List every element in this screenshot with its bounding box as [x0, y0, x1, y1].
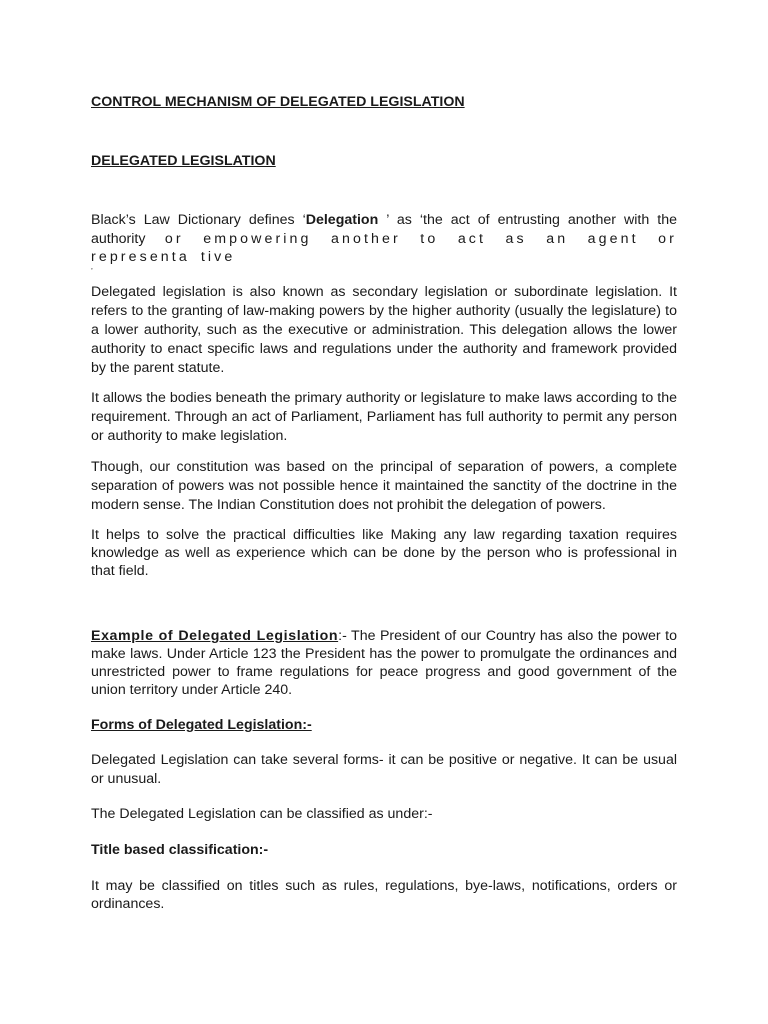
- paragraph-secondary-legislation: Delegated legislation is also known as secondary legislation or subordinate legislation. It refers to the granting of law-making powers by the higher authority (usually the legislature) to a lower authority, such as the executive or administration. This delegation allows the lower authority to enact specific laws and regulations under the authority and framework provided by the parent statute.: [91, 284, 677, 376]
- example-heading: Example of Delegated Legislation: [91, 628, 339, 644]
- definition-paragraph: [91, 211, 677, 267]
- example-separator: :-: [338, 628, 352, 644]
- document-title: CONTROL MECHANISM OF DELEGATED LEGISLATION: [91, 94, 465, 110]
- paragraph-bodies-beneath: It allows the bodies beneath the primary authority or legislature to make laws according to the requirement. Through an act of Parliament, Parliament has full authority to permit any person or authority to make legislation.: [91, 390, 677, 444]
- definition-closing-mark: ’: [91, 267, 93, 276]
- definition-prefix: Black’s Law Dictionary defines ‘: [91, 212, 306, 228]
- definition-middle: ’ as ‘the act of entrusting another with the authority: [91, 212, 677, 247]
- title-classification-heading: Title based classification:-: [91, 842, 269, 858]
- paragraph-separation-of-powers: Though, our constitution was based on the principal of separation of powers, a complete separation of powers was not possible hence it maintained the sanctity of the doctrine in the modern sense. The Indian Constitution does not prohibit the delegation of powers.: [91, 459, 677, 513]
- definition-spaced-text: or empowering another to act as an agent or representa tive: [91, 230, 677, 265]
- example-text: The President of our Country has also the power to make laws. Under Article 123 the President has the power to promulgate the ordinances and unrestricted power to frame regulations for peace progress and good government of the union territory under Article 240.: [91, 628, 677, 698]
- example-paragraph: [91, 627, 677, 699]
- title-classification-paragraph: It may be classified on titles such as rules, regulations, bye-laws, notifications, orders or ordinances.: [91, 878, 677, 912]
- forms-paragraph: Delegated Legislation can take several forms- it can be positive or negative. It can be usual or unusual.: [91, 752, 677, 787]
- section-heading-delegated-legislation: DELEGATED LEGISLATION: [91, 153, 276, 169]
- classified-paragraph: The Delegated Legislation can be classified as under:-: [91, 806, 433, 822]
- definition-term: Delegation: [305, 212, 379, 228]
- forms-heading: Forms of Delegated Legislation:-: [91, 717, 312, 733]
- paragraph-practical-difficulties: It helps to solve the practical difficulties like Making any law regarding taxation requires knowledge as well as experience which can be done by the person who is professional in that field.: [91, 527, 677, 579]
